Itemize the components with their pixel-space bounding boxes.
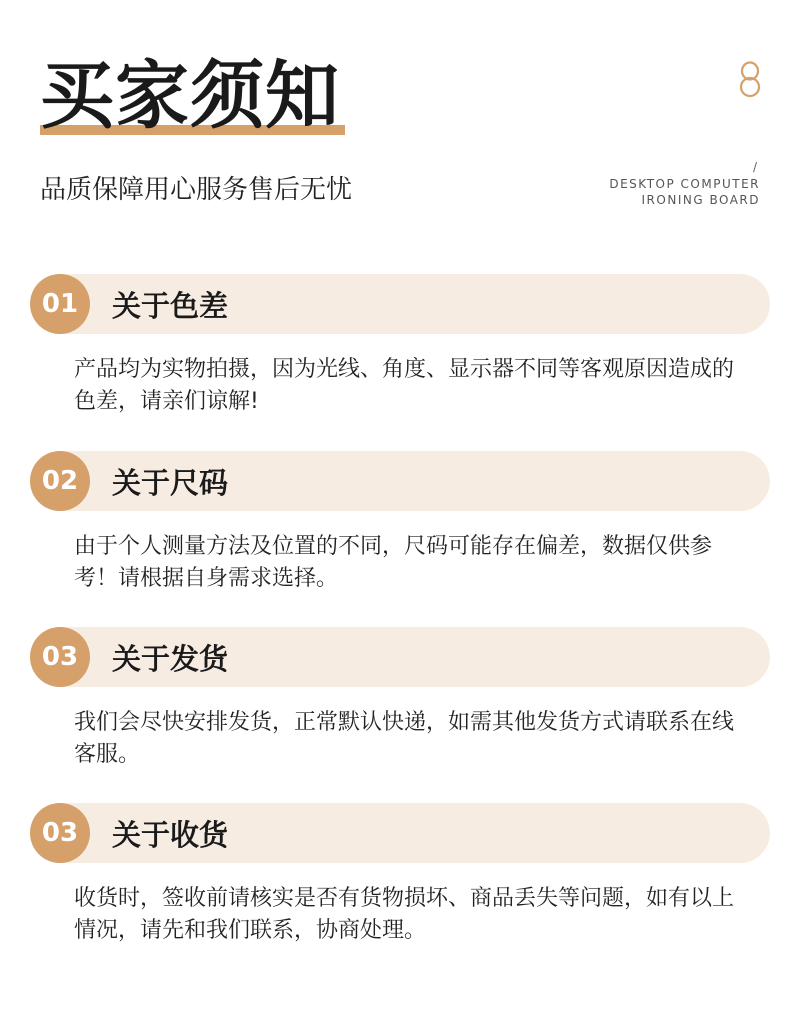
- section-title: 关于色差: [112, 288, 229, 323]
- section-number-badge: 03: [30, 627, 90, 687]
- section-body: 由于个人测量方法及位置的不同，尺码可能存在偏差，数据仅供参考！请根据自身需求选择。: [74, 534, 713, 591]
- deco-line-1: DESKTOP COMPUTER: [609, 177, 760, 191]
- deco-slash: /: [752, 160, 758, 174]
- section-number-badge: 03: [30, 803, 90, 863]
- section-body: 收货时，签收前请核实是否有货物损坏、商品丢失等问题，如有以上情况，请先和我们联系，协商处理。: [74, 886, 735, 943]
- title-wrap: [40, 53, 340, 139]
- deco-line-2: IRONING BOARD: [641, 193, 760, 207]
- section-title: 关于收货: [112, 817, 229, 852]
- section-body: 产品均为实物拍摄，因为光线、角度、显示器不同等客观原因造成的色差，请亲们谅解!: [74, 357, 735, 414]
- section-body: 我们会尽快安排发货，正常默认快递，如需其他发货方式请联系在线客服。: [74, 710, 735, 767]
- section-number-badge: 01: [30, 274, 90, 334]
- page-subtitle: 品质保障用心服务售后无忧: [40, 175, 353, 205]
- section-title: 关于发货: [112, 641, 229, 676]
- section-title: 关于尺码: [112, 465, 229, 500]
- section-number-badge: 02: [30, 451, 90, 511]
- deco-english-text: [609, 176, 760, 208]
- page-title: 买家须知: [40, 53, 340, 139]
- figure-eight-icon: [736, 60, 764, 98]
